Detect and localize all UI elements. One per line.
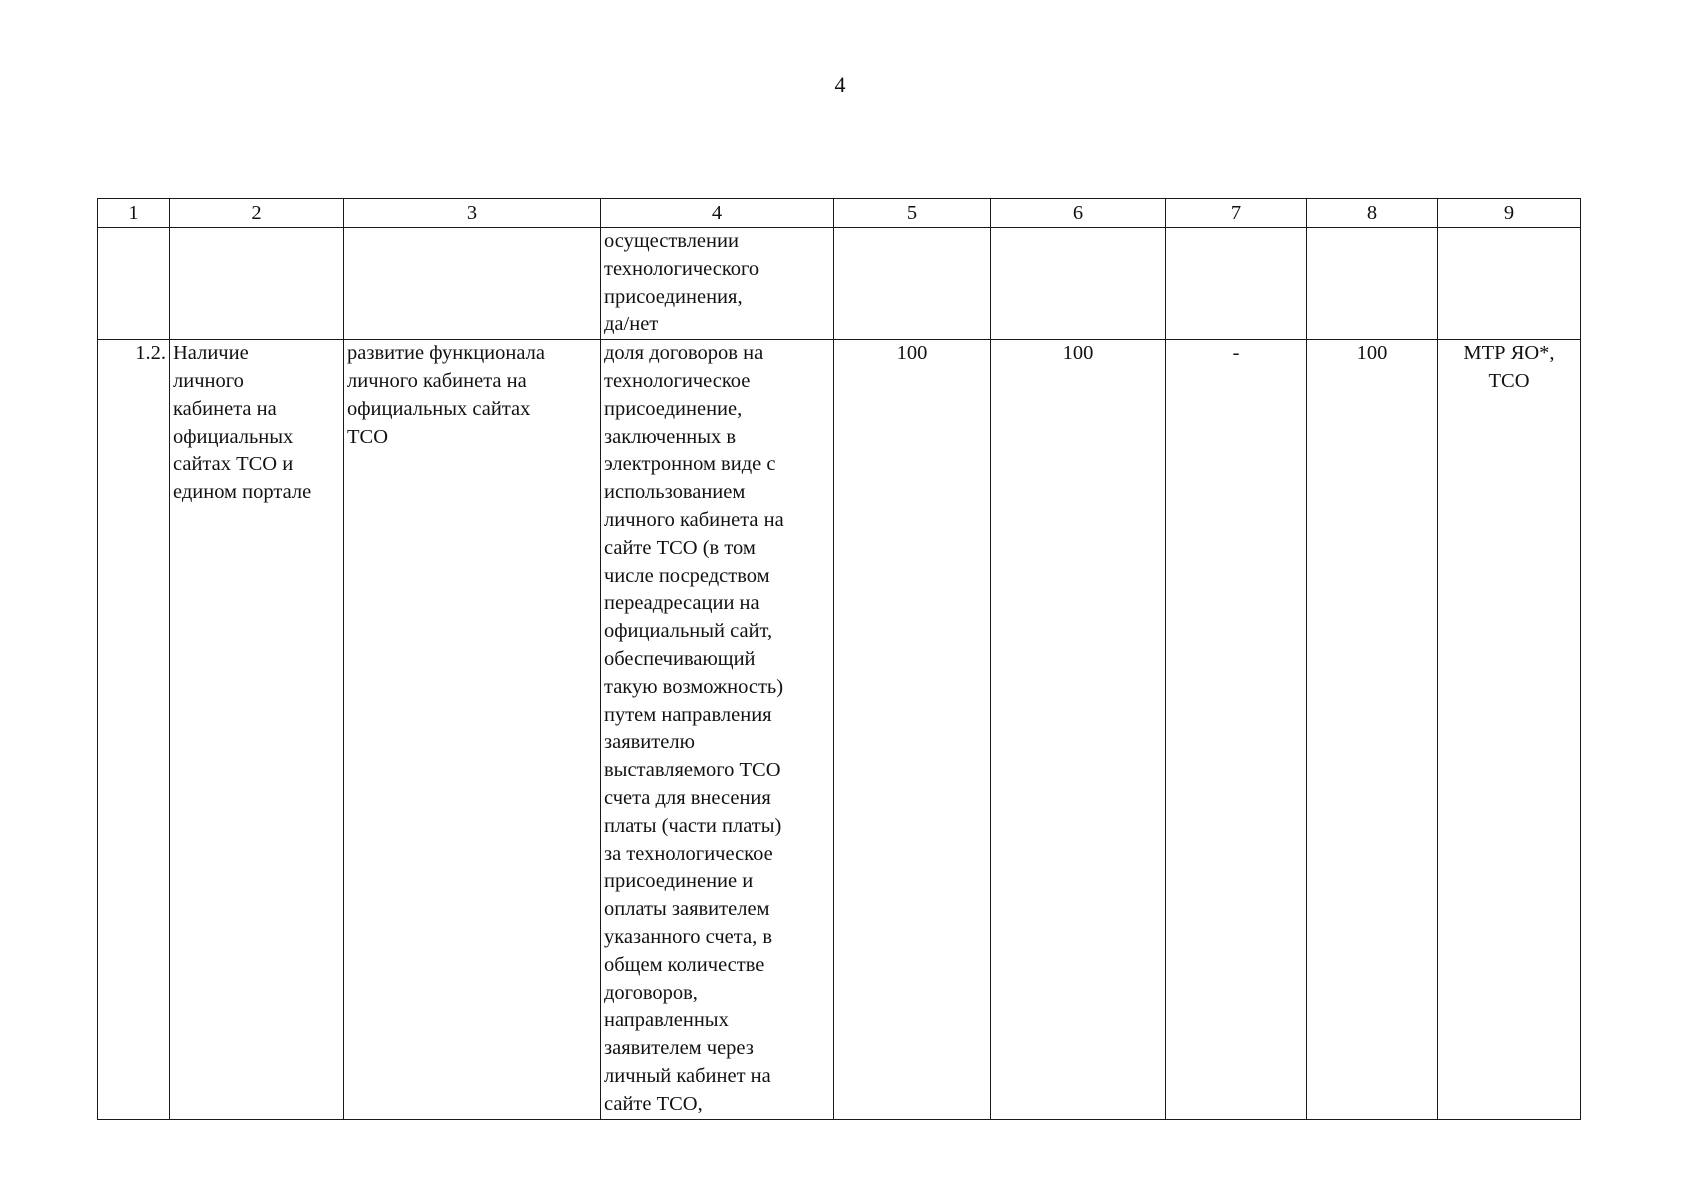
responsible-text: МТР ЯО*, ТСО (1463, 342, 1555, 392)
column-header-8: 8 (1307, 199, 1438, 228)
value-7: - (1232, 342, 1240, 365)
continued-cell-4 (601, 228, 834, 340)
value-cell-7 (1166, 340, 1307, 1119)
value-cell-5 (834, 340, 991, 1119)
column-header-4: 4 (601, 199, 834, 228)
table-row-1-2 (98, 340, 1581, 1119)
continued-cell-2 (170, 228, 344, 340)
responsible-cell (1438, 340, 1581, 1119)
continued-description: осуществлении технологического присоединения, да/нет (604, 230, 760, 336)
value-5: 100 (896, 342, 928, 365)
row-number: 1.2. (135, 342, 166, 365)
page-number: 4 (834, 72, 846, 97)
continued-cell-6 (991, 228, 1166, 340)
column-header-3: 3 (344, 199, 601, 228)
value-8: 100 (1356, 342, 1388, 365)
measure-cell (344, 340, 601, 1119)
description-cell (601, 340, 834, 1119)
continued-cell-7 (1166, 228, 1307, 340)
indicator-text: Наличие личного кабинета на официальных сайтах ТСО и едином портале (173, 342, 312, 504)
column-header-7: 7 (1166, 199, 1307, 228)
continued-cell-3 (344, 228, 601, 340)
continued-cell-8 (1307, 228, 1438, 340)
table-header-row (98, 199, 1581, 228)
indicators-table (97, 198, 1581, 1120)
value-6: 100 (1062, 342, 1094, 365)
indicator-cell (170, 340, 344, 1119)
column-header-2: 2 (170, 199, 344, 228)
column-header-6: 6 (991, 199, 1166, 228)
continued-cell-5 (834, 228, 991, 340)
description-text: доля договоров на технологическое присоединение, заключенных в электронном виде с использованием личного кабинета на сайте ТСО (в том числе посредством переадресации на официальный сайт, обеспечивающий такую возможность) путем направления заявителю выставляемого ТСО счета для внесения платы (части платы) за технологическое присоединение и оплаты заявителем указанного счета, в общем количестве договоров, направленных заявителем через личный кабинет на сайте ТСО, (604, 342, 784, 1115)
column-header-5: 5 (834, 199, 991, 228)
value-cell-8 (1307, 340, 1438, 1119)
column-header-9: 9 (1438, 199, 1581, 228)
row-number-cell (98, 340, 170, 1119)
column-header-1: 1 (98, 199, 170, 228)
table-row-continued (98, 228, 1581, 340)
continued-cell-9 (1438, 228, 1581, 340)
value-cell-6 (991, 340, 1166, 1119)
measure-text: развитие функционала личного кабинета на официальных сайтах ТСО (347, 342, 545, 448)
continued-cell-1 (98, 228, 170, 340)
